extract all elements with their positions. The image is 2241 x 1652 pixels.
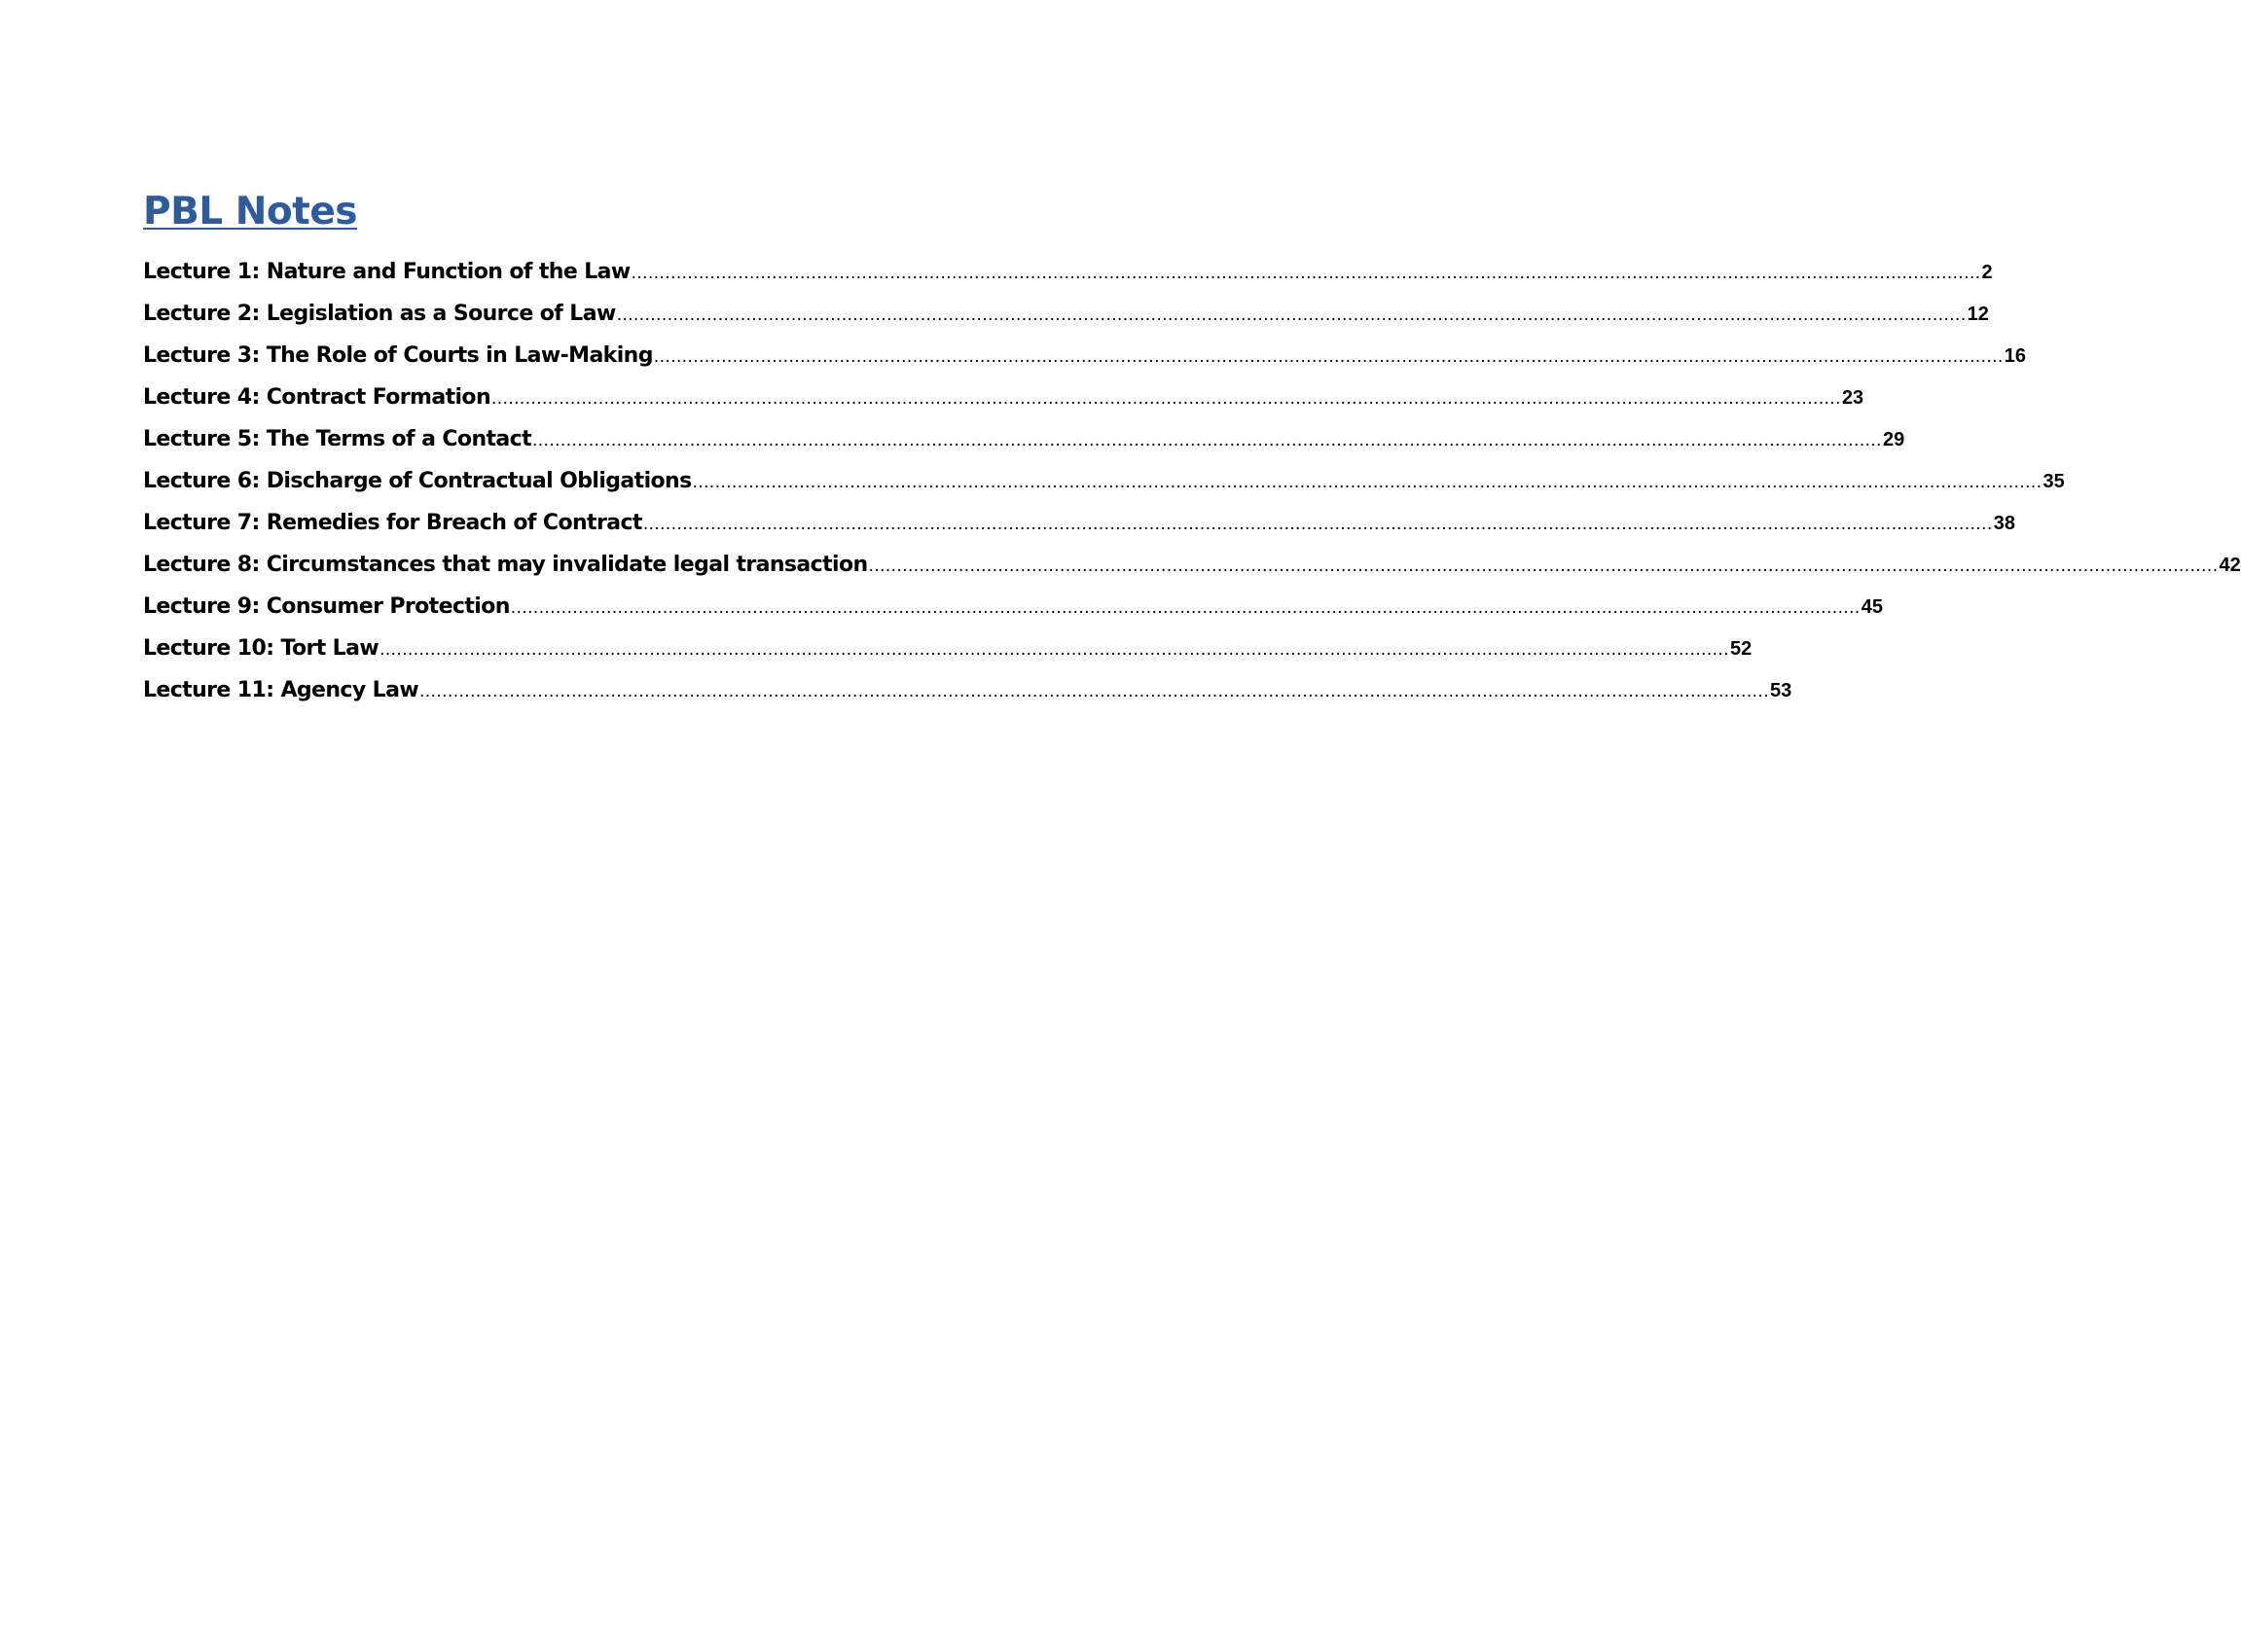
toc-entry-title: Lecture 3: The Role of Courts in Law-Making [143,343,653,368]
toc-page-number: 2 [1981,262,1993,283]
toc-entry-lecture-3[interactable] [143,335,2027,377]
toc-entry-lecture-1[interactable] [143,251,1993,293]
toc-page-number: 29 [1882,429,1905,450]
toc-entry-title: Lecture 11: Agency Law [143,678,419,702]
toc-entry-lecture-6[interactable] [143,460,2065,502]
toc-entry-lecture-9[interactable] [143,586,1883,628]
toc-page-number: 45 [1861,596,1883,618]
toc-page-number: 53 [1769,680,1792,701]
toc-dot-leader: ................................................................................................................................................................................................................................................ [510,597,1861,618]
toc-dot-leader: ................................................................................................................................................................................................................................................ [692,472,2042,492]
toc-entry-title: Lecture 7: Remedies for Breach of Contract [143,511,642,535]
toc-entry-title: Lecture 1: Nature and Function of the Law [143,260,631,284]
toc-page-number: 12 [1967,304,1989,325]
toc-dot-leader: ................................................................................................................................................................................................................................................ [631,263,1981,283]
toc-entry-lecture-11[interactable] [143,669,1792,711]
toc-entry-lecture-4[interactable] [143,377,1864,418]
table-of-contents [143,251,2241,711]
toc-page-number: 38 [1993,513,2015,534]
toc-entry-lecture-8[interactable] [143,544,2241,586]
toc-dot-leader: ................................................................................................................................................................................................................................................ [653,346,2004,367]
toc-page-number: 35 [2042,471,2065,492]
toc-entry-title: Lecture 2: Legislation as a Source of Law [143,302,616,326]
toc-entry-title: Lecture 8: Circumstances that may invalidate legal transaction [143,553,868,577]
toc-page-number: 16 [2004,345,2027,367]
toc-page-number: 52 [1730,638,1753,660]
toc-dot-leader: ................................................................................................................................................................................................................................................ [616,305,1967,325]
toc-page-number: 23 [1841,387,1864,409]
toc-page-number: 42 [2219,555,2241,576]
toc-entry-lecture-10[interactable] [143,628,1753,669]
toc-entry-title: Lecture 4: Contract Formation [143,385,491,410]
toc-entry-lecture-5[interactable] [143,418,1905,460]
toc-entry-title: Lecture 5: The Terms of a Contact [143,427,532,451]
toc-entry-lecture-2[interactable] [143,293,1989,335]
toc-dot-leader: ................................................................................................................................................................................................................................................ [868,556,2219,576]
toc-dot-leader: ................................................................................................................................................................................................................................................ [491,388,1841,409]
toc-dot-leader: ................................................................................................................................................................................................................................................ [419,681,1769,701]
toc-entry-title: Lecture 9: Consumer Protection [143,594,510,619]
document-title: PBL Notes [143,190,357,233]
toc-dot-leader: ................................................................................................................................................................................................................................................ [642,514,1993,534]
toc-dot-leader: ................................................................................................................................................................................................................................................ [532,430,1882,450]
toc-entry-title: Lecture 10: Tort Law [143,636,380,661]
toc-entry-title: Lecture 6: Discharge of Contractual Obligations [143,469,692,493]
toc-entry-lecture-7[interactable] [143,502,2015,544]
toc-dot-leader: ................................................................................................................................................................................................................................................ [380,639,1729,660]
